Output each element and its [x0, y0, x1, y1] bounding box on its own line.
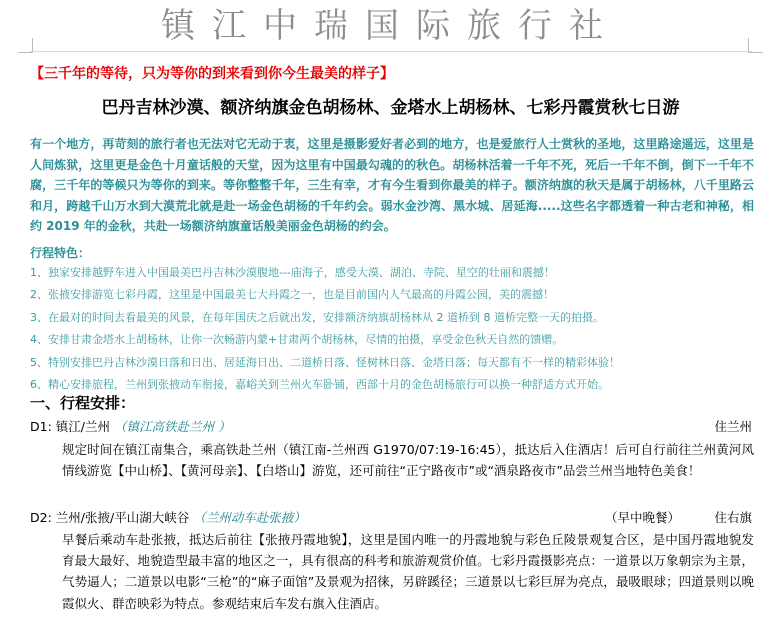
- day-description: 早餐后乘动车赴张掖，抵达后前往【张掖丹霞地貌】，这里是国内唯一的丹霞地貌与彩色丘陵景观复合区，是中国丹霞地貌发育最大最好、地貌造型最丰富的地区之一，具有很高的科考和旅游观赏价值。七彩丹霞摄影亮点：一道景以万象朝宗为主景，气势逼人；二道景以电影“三枪”的“麻子面馆”及景观为招徕，另辟蹊径；三道景以七彩巨屏为亮点，最吸眼球；四道景则以晚霞似火、群峦映彩为特点。参观结束后车发右旗入住酒店。: [62, 532, 754, 611]
- day-transport-note: （兰州动车赴张掖）: [193, 510, 306, 525]
- features-list: [30, 262, 760, 396]
- feature-item: 3、在最对的时间去看最美的风景，在每年国庆之后就出发，安排额济纳旗胡杨林从 2 道桥到 8 道桥完整一天的拍摄。: [30, 310, 604, 324]
- feature-item: 5、特别安排巴丹吉林沙漠日落和日出、居延海日出、二道桥日落、怪树林日落、金塔日落；每天都有不一样的精彩体验！: [30, 355, 620, 369]
- day-route: 镇江/兰州: [55, 419, 110, 434]
- features-heading: 行程特色：: [30, 246, 91, 260]
- feature-item: 6、精心安排旅程，兰州到张掖动车衔接，嘉峪关到兰州火车卧铺，西部十月的金色胡杨旅行可以换一种舒适方式开始。: [30, 378, 609, 392]
- feature-item: 1、独家安排越野车进入中国最美巴丹吉林沙漠腹地---庙海子，感受大漠、湖泊、寺院、星空的壮丽和震撼！: [30, 266, 555, 279]
- day-transport-note: （镇江高铁赴兰州 ）: [113, 419, 231, 434]
- header-divider: [30, 51, 752, 52]
- company-title: 镇江中瑞国际旅行社: [161, 6, 620, 46]
- feature-item: 4、安排甘肃金塔水上胡杨林，让你一次畅游内蒙+甘肃两个胡杨林，尽情的拍摄，享受金色秋天自然的馈赠。: [30, 333, 564, 347]
- slogan: 【三千年的等待，只为等你的到来看到你今生最美的样子】: [30, 66, 394, 82]
- day-accommodation: 住右旗: [714, 510, 752, 525]
- intro-paragraph: 有一个地方，再苛刻的旅行者也无法对它无动于衷，这里是摄影爱好者必到的地方，也是爱旅行人士赏秋的圣地，这里路途遥远，这里是人间炼狱，这里更是金色十月童话般的天堂，因为这里有中国最勾魂的的秋色。胡杨林活着一千年不死，死后一千年不倒，倒下一千年不腐，三千年的等候只为等你的到来。等你整整千年，三生有幸，才有今生看到你最美的样子。额济纳旗的秋天是属于胡杨林，八千里路云和月，跨越千山万水到大漠荒北就是赴一场金色胡杨的千年约会。弱水金沙湾、黑水城、居延海.....这些名字都透着一种古老和神秘，相约 2019 年的金秋，共赴一场额济纳旗童话般美丽金色胡杨的约会。: [30, 137, 754, 233]
- day-header: [30, 507, 752, 528]
- feature-item: 2、张掖安排游览七彩丹霞，这里是中国最美七大丹霞之一，也是目前国内人气最高的丹霞公园，美的震撼！: [30, 288, 554, 302]
- tour-title: 巴丹吉林沙漠、额济纳旗金色胡杨林、金塔水上胡杨林、七彩丹霞赏秋七日游: [101, 98, 680, 118]
- day-accommodation: 住兰州: [714, 419, 752, 434]
- day-description: 规定时间在镇江南集合，乘高铁赴兰州（镇江南-兰州西 G1970/07:19-16:45），抵达后入住酒店！后可自行前往兰州黄河风情线游览【中山桥】、【黄河母亲】、【白塔山】游览，还可前往“正宁路夜市”或“酒泉路夜市”品尝兰州当地特色美食！: [62, 442, 754, 479]
- day-header: [30, 416, 752, 437]
- day-label: D1:: [30, 419, 52, 434]
- itinerary-heading: 一、行程安排：: [30, 394, 136, 412]
- day-route: 兰州/张掖/平山湖大峡谷: [55, 510, 190, 525]
- day-label: D2:: [30, 510, 52, 525]
- day-meals: （早中晚餐）: [604, 510, 680, 525]
